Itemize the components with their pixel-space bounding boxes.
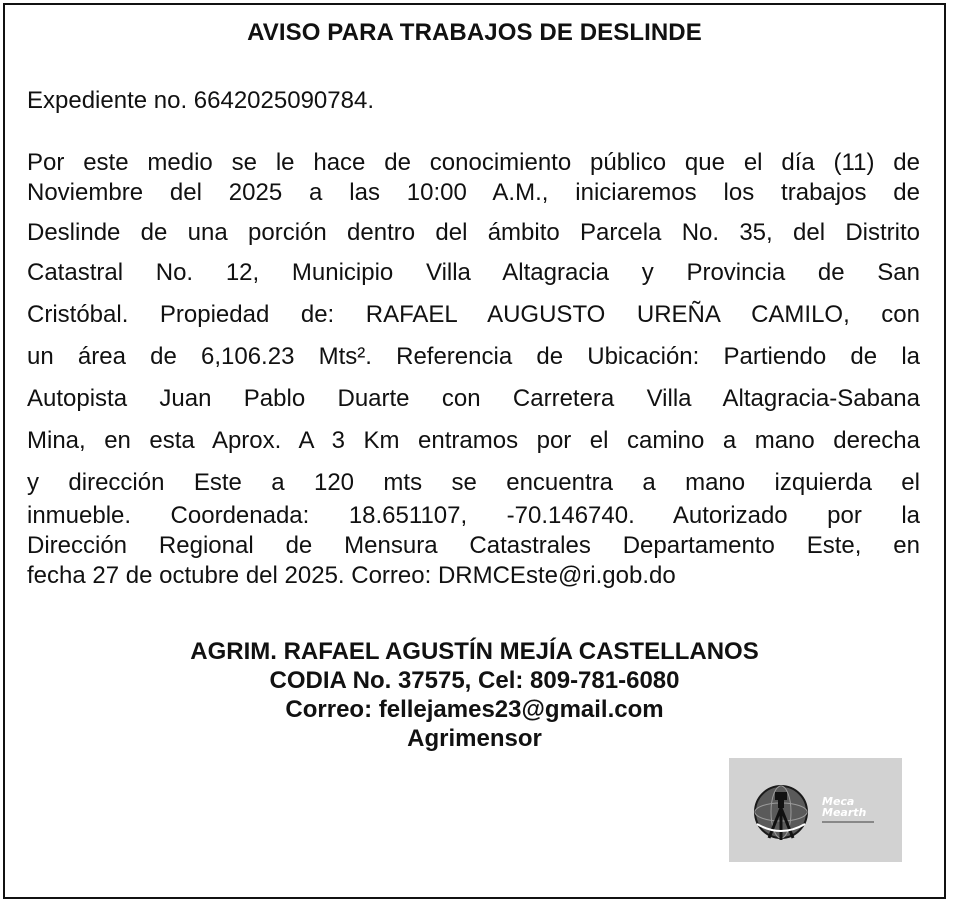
expediente-number: Expediente no. 6642025090784. [27, 87, 374, 114]
body-line: Cristóbal. Propiedad de: RAFAEL AUGUSTO UREÑA CAMILO, con [27, 301, 920, 328]
logo-line-2: Mearth [822, 806, 867, 819]
body-line: Catastral No. 12, Municipio Villa Altagracia y Provincia de San [27, 259, 920, 286]
body-line: fecha 27 de octubre del 2025. Correo: DRMCEste@ri.gob.do [27, 562, 676, 589]
body-line: Dirección Regional de Mensura Catastrales Departamento Este, en [27, 532, 920, 559]
notice-title: AVISO PARA TRABAJOS DE DESLINDE [247, 19, 702, 46]
surveyor-globe-icon [729, 758, 809, 862]
notice-frame [3, 3, 946, 899]
logo-tagline-bar [822, 821, 874, 823]
surveyor-email: Correo: fellejames23@gmail.com [285, 696, 664, 723]
body-line: inmueble. Coordenada: 18.651107, -70.146740. Autorizado por la [27, 502, 920, 529]
logo-line-1: Meca [822, 795, 855, 808]
codia-phone: CODIA No. 37575, Cel: 809-781-6080 [269, 667, 680, 694]
signature-block [5, 637, 944, 753]
body-line: Por este medio se le hace de conocimiento público que el día (11) de [27, 149, 920, 176]
body-line: y dirección Este a 120 mts se encuentra a mano izquierda el [27, 469, 920, 496]
body-line: un área de 6,106.23 Mts². Referencia de Ubicación: Partiendo de la [27, 343, 920, 370]
surveyor-name: AGRIM. RAFAEL AGUSTÍN MEJÍA CASTELLANOS [190, 638, 759, 665]
body-line: Deslinde de una porción dentro del ámbito Parcela No. 35, del Distrito [27, 219, 920, 246]
logo-wordmark [822, 796, 866, 818]
body-line: Noviembre del 2025 a las 10:00 A.M., iniciaremos los trabajos de [27, 179, 920, 206]
notice-body [27, 151, 920, 594]
company-logo [729, 758, 902, 862]
surveyor-role: Agrimensor [407, 725, 542, 752]
body-line: Autopista Juan Pablo Duarte con Carretera Villa Altagracia-Sabana [27, 385, 920, 412]
body-line: Mina, en esta Aprox. A 3 Km entramos por el camino a mano derecha [27, 427, 920, 454]
